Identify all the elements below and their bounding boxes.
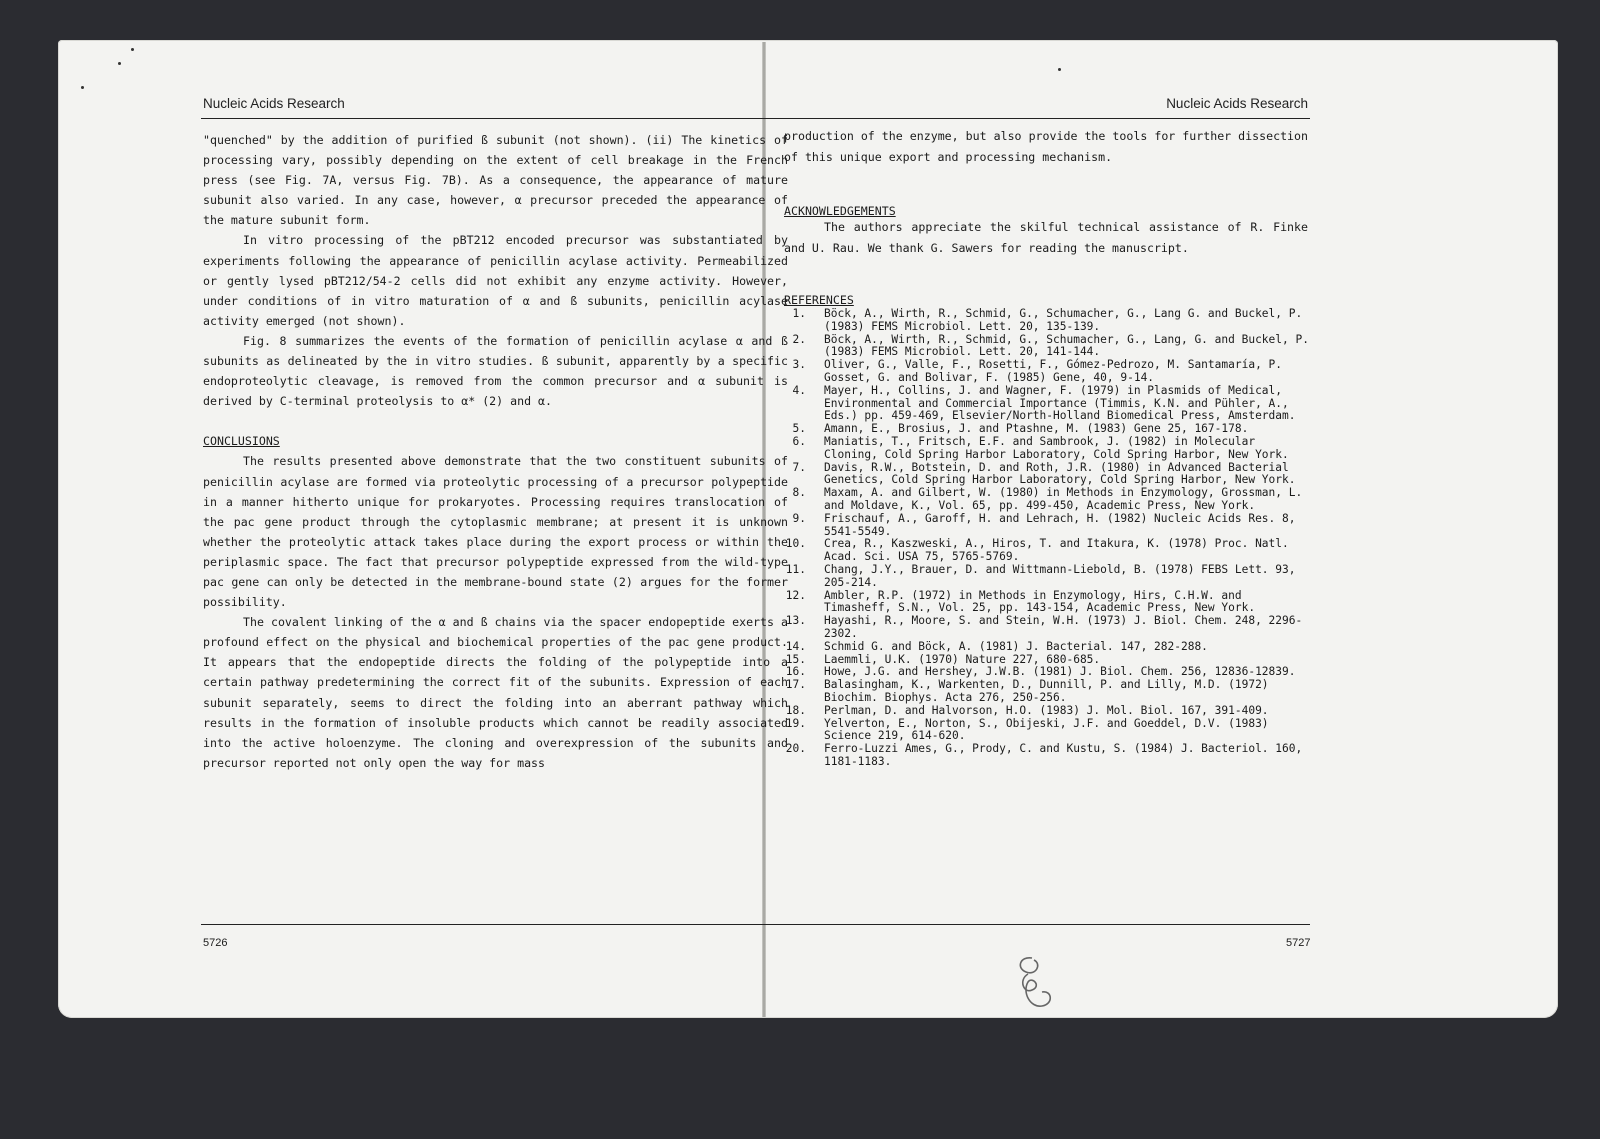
reference-item: 19. Yelverton, E., Norton, S., Obijeski, J.F. and Goeddel, D.V. (1983) Science 219, 614-620. bbox=[785, 716, 1269, 743]
reference-item: 9. Frischauf, A., Garoff, H. and Lehrach, H. (1982) Nucleic Acids Res. 8, 5541-5549. bbox=[792, 511, 1296, 538]
reference-item: 13. Hayashi, R., Moore, S. and Stein, W.H. (1973) J. Biol. Chem. 248, 2296-2302. bbox=[785, 614, 1303, 640]
reference-item: 15. Laemmli, U.K. (1970) Nature 227, 680-685. bbox=[785, 652, 1101, 666]
reference-item: 16. Howe, J.G. and Hershey, J.W.B. (1981) J. Biol. Chem. 256, 12836-12839. bbox=[785, 665, 1296, 679]
reference-item: 1. Böck, A., Wirth, R., Schmid, G., Schumacher, G., Lang G. and Buckel, P. (1983) FEMS Microbiol. Lett. 20, 135-139. bbox=[792, 307, 1303, 333]
left-page bbox=[58, 40, 788, 1018]
page-number: 5726 bbox=[203, 937, 228, 949]
paragraph: production of the enzyme, but also provide the tools for further dissection of this unique export and processing mechanism. bbox=[784, 129, 1308, 164]
reference-item: 10. Crea, R., Kaszweski, A., Hiros, T. and Itakura, K. (1978) Proc. Natl. Acad. Sci. USA 75, 5765-5769. bbox=[785, 537, 1289, 564]
reference-item: 18. Perlman, D. and Halvorson, H.O. (1983) J. Mol. Biol. 167, 391-409. bbox=[785, 703, 1269, 717]
reference-item: 12. Ambler, R.P. (1972) in Methods in Enzymology, Hirs, C.H.W. and Timasheff, S.N., Vol. 25, pp. 143-154, Academic Press, New York. bbox=[785, 588, 1256, 615]
header-rule bbox=[782, 118, 1310, 119]
footer-rule bbox=[782, 924, 1310, 925]
reference-item: 11. Chang, J.Y., Brauer, D. and Wittmann-Liebold, B. (1978) FEBS Lett. 93, 205-214. bbox=[785, 562, 1296, 589]
section-heading: ACKNOWLEDGEMENTS bbox=[784, 204, 896, 218]
reference-item: 6. Maniatis, T., Fritsch, E.F. and Sambrook, J. (1982) in Molecular Cloning, Cold Spring Harbor Laboratory, Cold Spring Harbor, New York. bbox=[792, 434, 1289, 461]
paperclip-doodle-icon bbox=[1002, 950, 1072, 1030]
acknowledgements bbox=[784, 217, 1308, 259]
paragraph: The authors appreciate the skilful technical assistance of R. Finke and U. Rau. We thank G. Sawers for reading the manuscript. bbox=[784, 220, 1308, 255]
section-heading: CONCLUSIONS bbox=[203, 434, 280, 449]
paragraph: The covalent linking of the α and ß chains via the spacer endopeptide exerts a profound effect on the physical and biochemical properties of the pac gene product. It appears that the endopeptide directs the folding of the polypeptide into a certain pathway predetermining the correct fit of the subunits. Expression of each subunit separately, seems to direct the folding into an aberrant pathway which results in the formation of insoluble products which cannot be readily associated into the active holoenzyme. The cloning and overexpression of the subunits and precursor reported not only open the way for mass bbox=[203, 615, 788, 770]
running-header: Nucleic Acids Research bbox=[1166, 96, 1308, 111]
reference-item: 20. Ferro-Luzzi Ames, G., Prody, C. and Kustu, S. (1984) J. Bacteriol. 160, 1181-1183. bbox=[785, 742, 1303, 768]
reference-item: 17. Balasingham, K., Warkenten, D., Dunnill, P. and Lilly, M.D. (1972) Biochim. Biophys. Acta 276, 250-256. bbox=[785, 678, 1269, 704]
reference-list bbox=[784, 308, 1312, 769]
paragraph: In vitro processing of the pBT212 encoded precursor was substantiated by experiments following the appearance of penicillin acylase activity. Permeabilized or gently lysed pBT212/54-2 cells did not exhibit any enzyme activity. However, under conditions of in vitro maturation of α and ß subunits, penicillin acylase activity emerged (not shown). bbox=[203, 233, 788, 328]
footer-rule bbox=[201, 924, 794, 925]
reference-item: 4. Mayer, H., Collins, J. and Wagner, F. (1979) in Plasmids of Medical, Environmental and Commercial Importance (Timmis, K.N. and Pühler, A., Eds.) pp. 459-469, Elsevier/North-Holland Biomedical Press, Amsterdam. bbox=[792, 383, 1296, 423]
reference-item: 7. Davis, R.W., Botstein, D. and Roth, J.R. (1980) in Advanced Bacterial Genetics, Cold Spring Harbor Laboratory, Cold Spring Harbor, New York. bbox=[792, 460, 1296, 487]
reference-item: 14. Schmid G. and Böck, A. (1981) J. Bacterial. 147, 282-288. bbox=[785, 639, 1208, 653]
reference-item: 5. Amann, E., Brosius, J. and Ptashne, M. (1983) Gene 25, 167-178. bbox=[792, 422, 1249, 436]
paragraph: Fig. 8 summarizes the events of the formation of penicillin acylase α and ß subunits as delineated by the in vitro studies. ß subunit, apparently by a specific endoproteolytic cleavage, is removed from the common precursor and α subunit is derived by C-terminal proteolysis to α* (2) and α. bbox=[203, 333, 788, 409]
paragraph: "quenched" by the addition of purified ß subunit (not shown). (ii) The kinetics of processing vary, possibly depending on the extent of cell breakage in the French press (see Fig. 7A, versus Fig. 7B). As a consequence, the appearance of mature subunit also varied. In any case, however, α precursor preceded the appearance of the mature subunit form. bbox=[203, 133, 788, 228]
reference-item: 8. Maxam, A. and Gilbert, W. (1980) in Methods in Enzymology, Grossman, L. and Moldave, K., Vol. 65, pp. 499-450, Academic Press, New York. bbox=[792, 486, 1303, 512]
header-rule bbox=[201, 118, 794, 119]
body-text bbox=[203, 130, 788, 773]
reference-item: 3. Oliver, G., Valle, F., Rosetti, F., Gómez-Pedrozo, M. Santamaría, P. Gosset, G. and Bolivar, F. (1985) Gene, 40, 9-14. bbox=[792, 358, 1283, 384]
right-page bbox=[766, 40, 1558, 1018]
reference-item: 2. Böck, A., Wirth, R., Schmid, G., Schumacher, G., Lang, G. and Buckel, P. (1983) FEMS Microbiol. Lett. 20, 141-144. bbox=[792, 332, 1309, 359]
section-heading: REFERENCES bbox=[784, 293, 854, 307]
page-number: 5727 bbox=[1286, 937, 1311, 949]
running-header: Nucleic Acids Research bbox=[203, 96, 345, 111]
paragraph: The results presented above demonstrate that the two constituent subunits of penicillin acylase are formed via proteolytic processing of a precursor polypeptide in a manner hitherto unique for prokaryotes. Processing requires translocation of the pac gene product through the cytoplasmic membrane; at present it is unknown whether the proteolytic attack takes place during the export process or within the periplasmic space. The fact that precursor polypeptide expressed from the wild-type pac gene can only be detected in the membrane-bound state (2) argues for the former possibility. bbox=[203, 454, 788, 610]
